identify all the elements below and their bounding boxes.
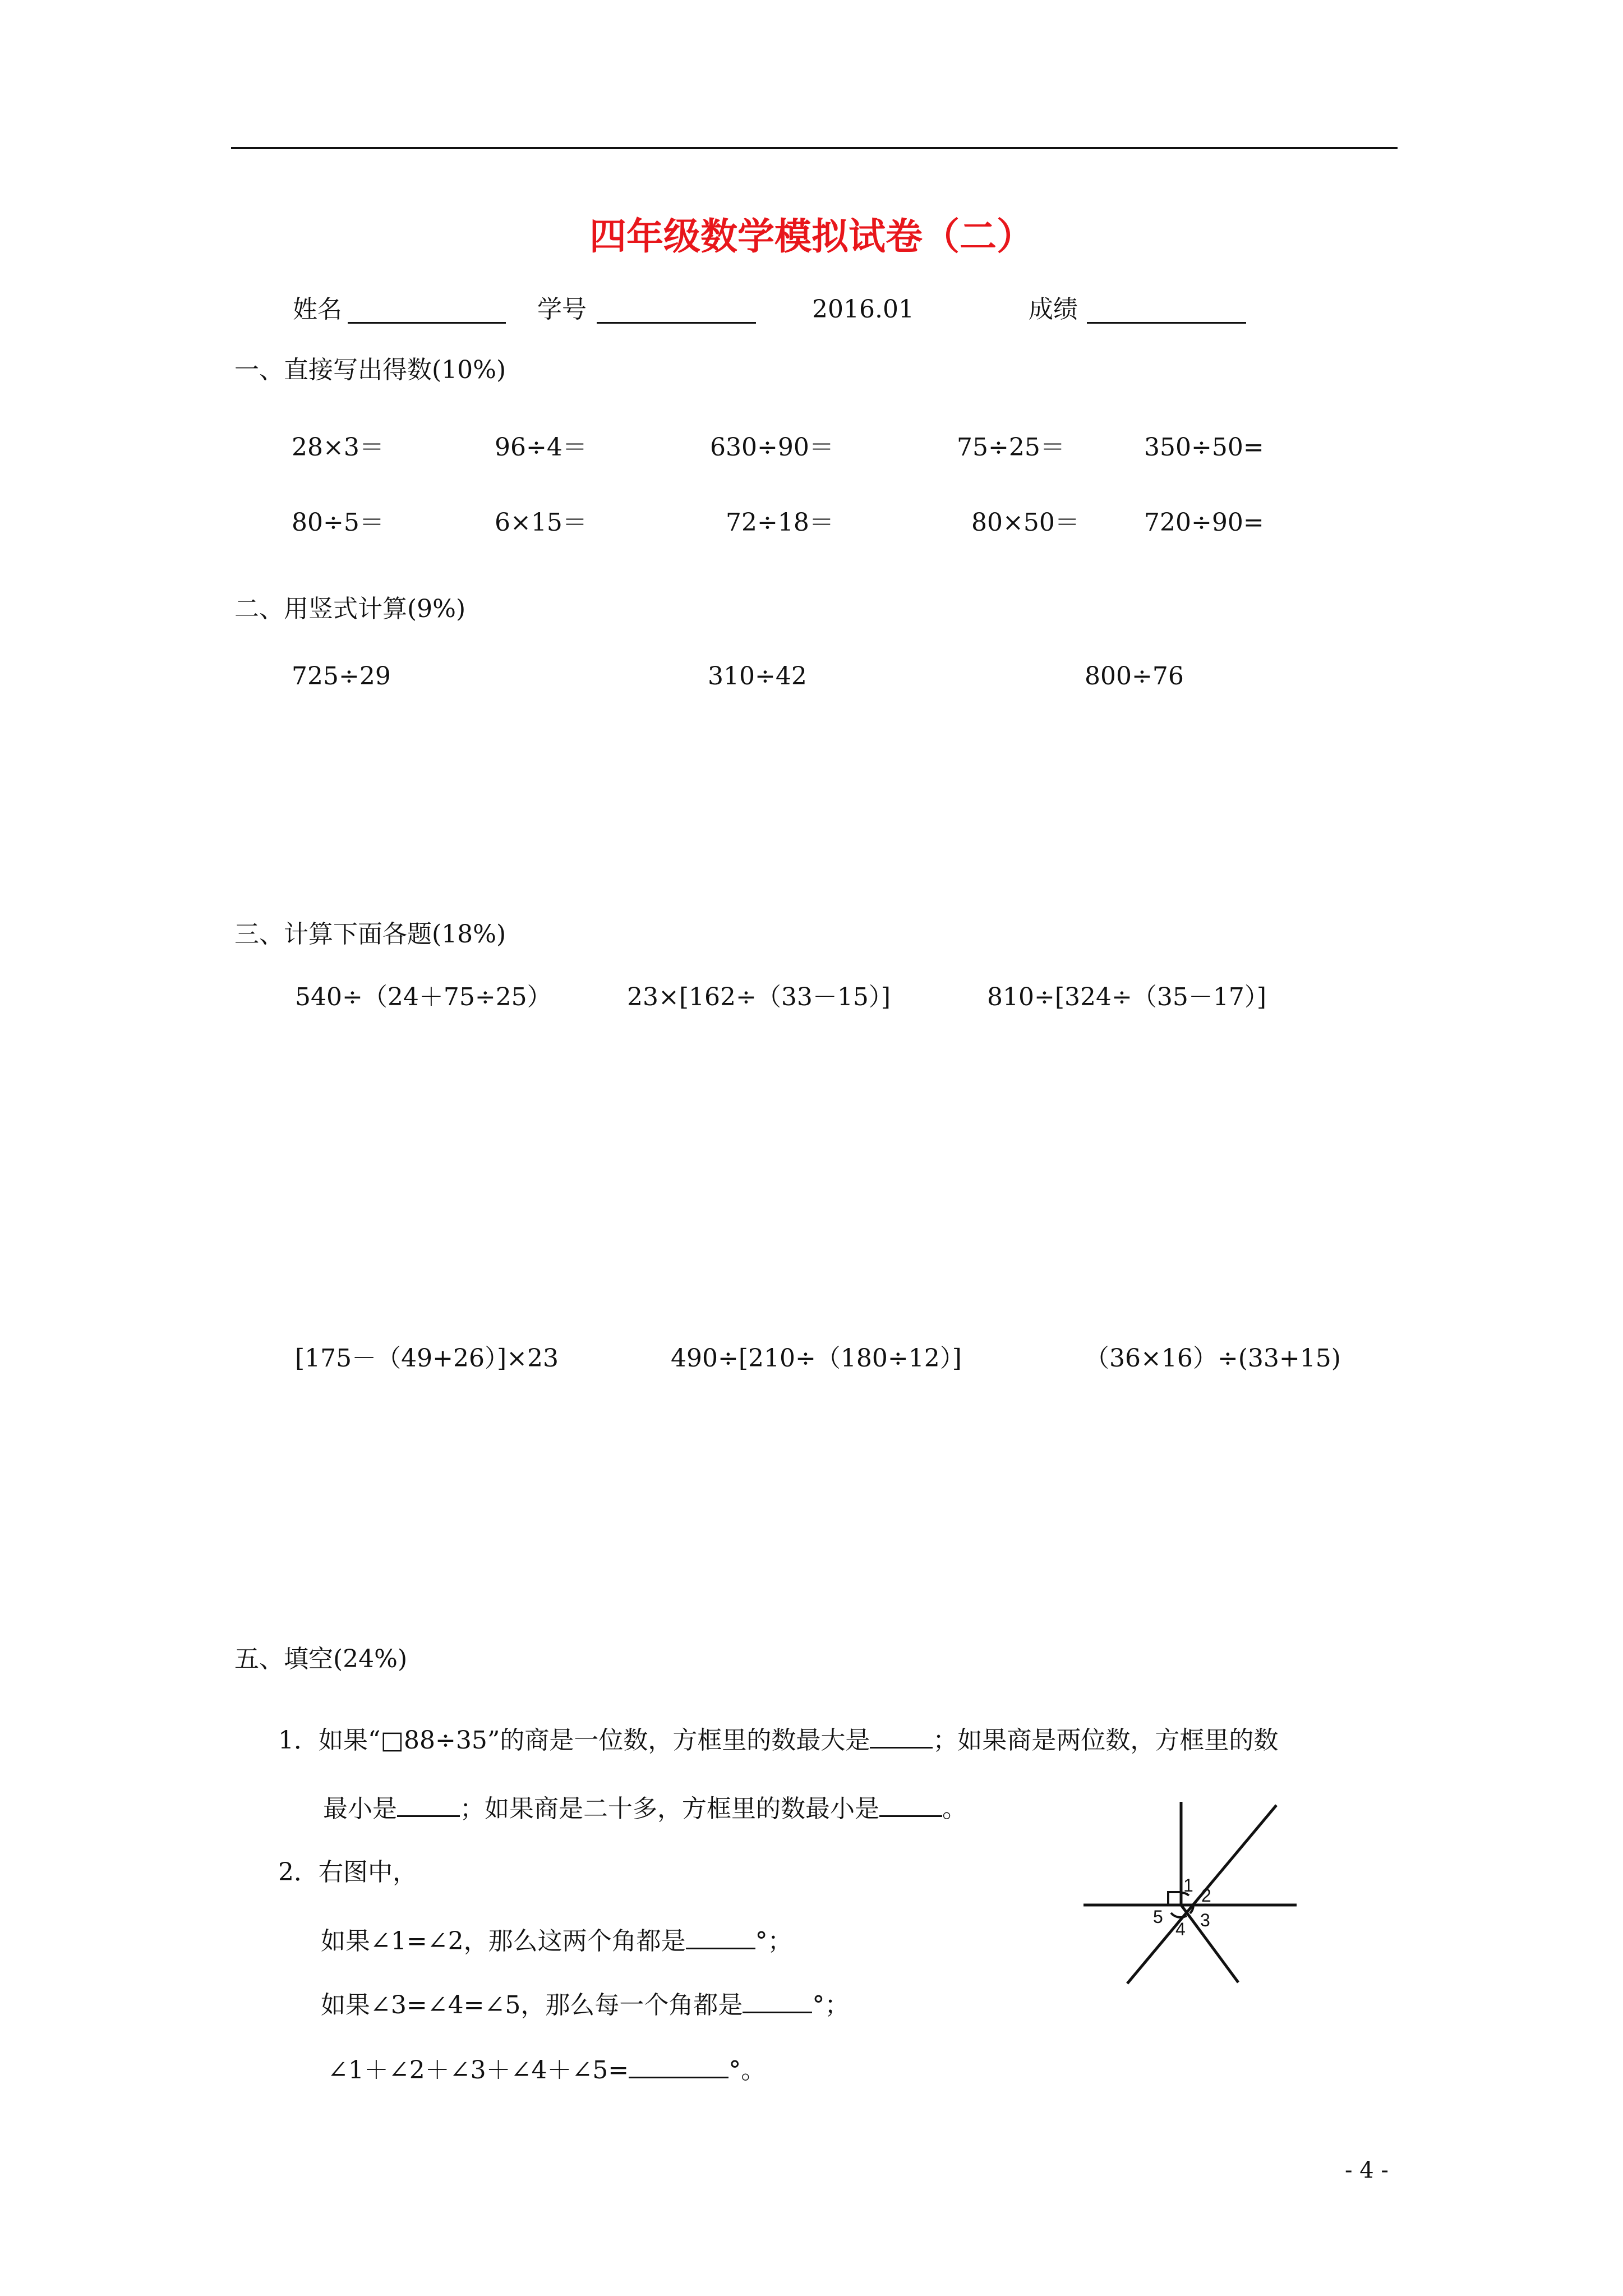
mixed-calc-item: 810÷[324÷（35－17）] <box>987 983 1267 1011</box>
page-number: - 4 - <box>1345 2157 1389 2183</box>
angle-label-3: 3 <box>1200 1910 1210 1930</box>
section1-heading: 一、直接写出得数(10%) <box>234 356 506 384</box>
question2-line1 <box>321 1923 792 1956</box>
q2-text-b: °； <box>755 1927 792 1955</box>
angle-label-2: 2 <box>1201 1885 1211 1906</box>
mixed-calc-item: [175－（49+26）]×23 <box>295 1344 559 1373</box>
score-blank[interactable] <box>1087 297 1246 324</box>
q1-text-d: ；如果商是二十多，方框里的数最小是 <box>460 1795 879 1823</box>
mixed-calc-item: 540÷（24＋75÷25） <box>295 983 552 1011</box>
section2-heading: 二、用竖式计算(9%) <box>234 595 466 623</box>
vertical-calc-item: 310÷42 <box>708 662 807 691</box>
angle-label-1: 1 <box>1183 1875 1193 1895</box>
q2-text-d: °； <box>812 1991 850 2019</box>
q1-blank-twenty[interactable] <box>879 1791 942 1817</box>
oral-calc-item: 720÷90= <box>1144 508 1264 537</box>
q1-blank-min[interactable] <box>397 1791 460 1817</box>
question1-line1 <box>278 1722 1278 1755</box>
mixed-calc-item: 490÷[210÷（180÷12）] <box>671 1344 962 1373</box>
angle-figure <box>1077 1795 1301 1997</box>
q2-text-e: ∠1＋∠2＋∠3＋∠4＋∠5= <box>328 2056 629 2085</box>
angle-label-4: 4 <box>1175 1919 1186 1939</box>
oral-calc-item: 350÷50= <box>1144 433 1264 462</box>
section3-heading: 三、计算下面各题(18%) <box>234 920 506 949</box>
name-blank[interactable] <box>348 297 506 324</box>
oral-calc-item: 80÷5＝ <box>292 508 384 537</box>
q1-text-e: 。 <box>942 1795 967 1823</box>
q2-blank-sum[interactable] <box>629 2052 728 2078</box>
oral-calc-item: 6×15＝ <box>495 508 587 537</box>
student-id-blank[interactable] <box>597 297 756 324</box>
q1-text-a: 1．如果“□88÷35”的商是一位数，方框里的数最大是 <box>278 1726 870 1755</box>
vertical-calc-item: 800÷76 <box>1085 662 1184 691</box>
q1-blank-max[interactable] <box>870 1722 933 1749</box>
section5-heading: 五、填空(24%) <box>234 1645 408 1673</box>
score-label: 成绩 <box>1029 295 1078 324</box>
angle-label-5: 5 <box>1153 1907 1163 1927</box>
q2-blank-angle12[interactable] <box>686 1923 755 1949</box>
oral-calc-item: 630÷90＝ <box>710 433 834 462</box>
q2-text-c: 如果∠3=∠4=∠5，那么每一个角都是 <box>321 1991 743 2019</box>
q1-text-c: 最小是 <box>323 1795 397 1823</box>
exam-date: 2016.01 <box>812 295 914 324</box>
oral-calc-item: 72÷18＝ <box>726 508 834 537</box>
q2-blank-angle345[interactable] <box>743 1987 812 2013</box>
oral-calc-item: 96÷4＝ <box>495 433 587 462</box>
question2-line3 <box>328 2052 766 2085</box>
question2-intro: 2．右图中， <box>278 1858 417 1887</box>
q2-text-f: °。 <box>728 2056 766 2085</box>
question2-line2 <box>321 1987 849 2020</box>
oral-calc-item: 80×50＝ <box>971 508 1080 537</box>
mixed-calc-item: （36×16）÷(33+15) <box>1085 1344 1341 1373</box>
question1-line2 <box>323 1791 967 1824</box>
oral-calc-item: 28×3＝ <box>292 433 384 462</box>
name-label: 姓名 <box>293 295 342 324</box>
student-id-label: 学号 <box>537 295 587 324</box>
vertical-calc-item: 725÷29 <box>292 662 391 691</box>
q1-text-b: ；如果商是两位数，方框里的数 <box>933 1726 1279 1755</box>
right-angle-mark <box>1168 1892 1181 1905</box>
oral-calc-item: 75÷25＝ <box>957 433 1065 462</box>
exam-title: 四年级数学模拟试卷（二） <box>589 215 1034 258</box>
q2-text-a: 如果∠1=∠2，那么这两个角都是 <box>321 1927 686 1955</box>
mixed-calc-item: 23×[162÷（33－15）] <box>627 983 891 1011</box>
header-rule <box>231 147 1398 149</box>
